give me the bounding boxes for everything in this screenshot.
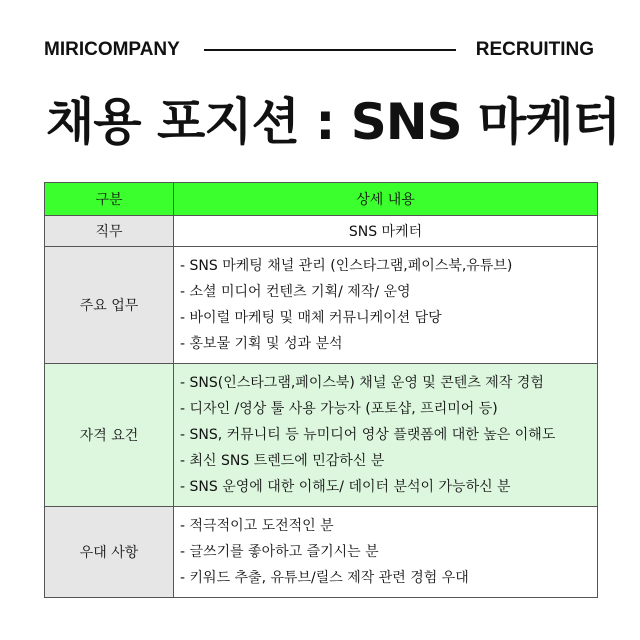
job-details-table	[44, 182, 598, 598]
list-item: - 최신 SNS 트렌드에 민감하신 분	[180, 448, 597, 474]
list-item: - 적극적이고 도전적인 분	[180, 513, 597, 539]
list-item: - 디자인 /영상 툴 사용 가능자 (포토샵, 프리미어 등)	[180, 396, 597, 422]
row-detail-list	[174, 507, 598, 598]
row-detail-list	[174, 364, 598, 507]
row-detail-list	[174, 247, 598, 364]
row-category: 자격 요건	[45, 364, 174, 507]
table-row	[45, 247, 598, 364]
section-label: RECRUITING	[475, 39, 594, 60]
row-category: 우대 사항	[45, 507, 174, 598]
list-item: - SNS 운영에 대한 이해도/ 데이터 분석이 가능하신 분	[180, 474, 597, 500]
page-title: 채용 포지션 : SNS 마케터	[46, 93, 620, 151]
table-row	[45, 364, 598, 507]
header-detail: 상세 내용	[174, 183, 598, 216]
row-category: 직무	[45, 216, 174, 247]
table-row	[45, 216, 598, 247]
list-item: - 홍보물 기획 및 성과 분석	[180, 331, 597, 357]
table-header-row	[45, 183, 598, 216]
header-divider	[204, 49, 456, 51]
brand-name: MIRICOMPANY	[44, 39, 180, 60]
row-detail: SNS 마케터	[174, 216, 598, 247]
top-bar	[44, 36, 594, 64]
row-category: 주요 업무	[45, 247, 174, 364]
table-row	[45, 507, 598, 598]
list-item: - SNS, 커뮤니티 등 뉴미디어 영상 플랫폼에 대한 높은 이해도	[180, 422, 597, 448]
list-item: - SNS 마케팅 채널 관리 (인스타그램,페이스북,유튜브)	[180, 253, 597, 279]
header-category: 구분	[45, 183, 174, 216]
list-item: - 글쓰기를 좋아하고 즐기시는 분	[180, 539, 597, 565]
list-item: - 키워드 추출, 유튜브/릴스 제작 관련 경험 우대	[180, 565, 597, 591]
list-item: - SNS(인스타그램,페이스북) 채널 운영 및 콘텐츠 제작 경험	[180, 370, 597, 396]
list-item: - 바이럴 마케팅 및 매체 커뮤니케이션 담당	[180, 305, 597, 331]
list-item: - 소셜 미디어 컨텐츠 기획/ 제작/ 운영	[180, 279, 597, 305]
